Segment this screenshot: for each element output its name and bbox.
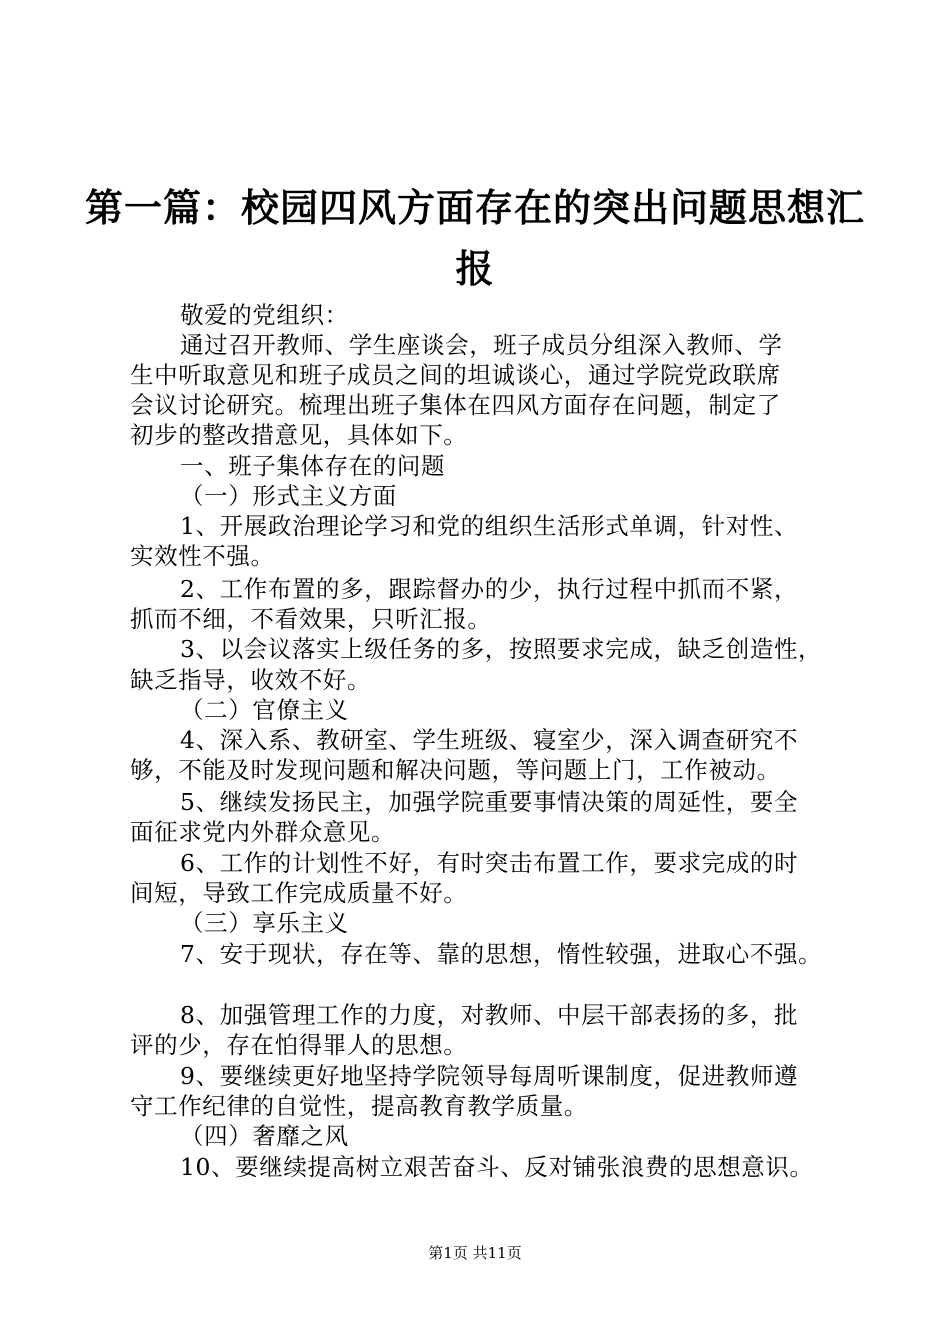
subsection-heading: （三）享乐主义 <box>180 909 349 937</box>
list-item: 4、深入系、教研室、学生班级、寝室少，深入调查研究不 <box>180 726 799 754</box>
list-item-continuation: 守工作纪律的自觉性，提高教育教学质量。 <box>130 1092 588 1120</box>
list-item-continuation: 间短，导致工作完成质量不好。 <box>130 879 468 907</box>
list-item: 2、工作布置的多，跟踪督办的少，执行过程中抓而不紧， <box>180 575 799 603</box>
section-heading: 一、班子集体存在的问题 <box>180 452 446 480</box>
list-item-continuation: 缺乏指导，收效不好。 <box>130 666 371 694</box>
list-item: 8、加强管理工作的力度，对教师、中层干部表扬的多，批 <box>180 1001 799 1029</box>
subsection-heading: （四）奢靡之风 <box>180 1122 349 1150</box>
list-item: 7、安于现状，存在等、靠的思想，惰性较强，进取心不强。 <box>180 940 823 968</box>
list-item: 3、以会议落实上级任务的多，按照要求完成，缺乏创造性， <box>180 635 823 663</box>
subsection-heading: （一）形式主义方面 <box>180 482 397 510</box>
list-item-continuation: 抓而不细，不看效果，只听汇报。 <box>130 605 492 633</box>
paragraph-line: 通过召开教师、学生座谈会，班子成员分组深入教师、学 <box>180 331 783 359</box>
salutation: 敬爱的党组织： <box>180 301 349 329</box>
page-footer: 第1页 共11页 <box>428 1244 522 1262</box>
list-item: 5、继续发扬民主，加强学院重要事情决策的周延性，要全 <box>180 788 799 816</box>
paragraph-line: 初步的整改措意见，具体如下。 <box>130 421 468 449</box>
list-item: 6、工作的计划性不好，有时突击布置工作，要求完成的时 <box>180 849 799 877</box>
document-title-line-2: 报 <box>455 246 495 291</box>
paragraph-line: 会议讨论研究。梳理出班子集体在四风方面存在问题，制定了 <box>130 391 781 419</box>
subsection-heading: （二）官僚主义 <box>180 696 349 724</box>
list-item: 9、要继续更好地坚持学院领导每周听课制度，促进教师遵 <box>180 1062 799 1090</box>
list-item-continuation: 评的少，存在怕得罪人的思想。 <box>130 1031 468 1059</box>
list-item-continuation: 面征求党内外群众意见。 <box>130 818 396 846</box>
list-item: 10、要继续提高树立艰苦奋斗、反对铺张浪费的思想意识。 <box>180 1153 814 1181</box>
list-item-continuation: 够，不能及时发现问题和解决问题，等问题上门，工作被动。 <box>130 756 781 784</box>
document-title-line-1: 第一篇：校园四风方面存在的突出问题思想汇 <box>84 185 865 230</box>
paragraph-line: 生中听取意见和班子成员之间的坦诚谈心，通过学院党政联席 <box>130 361 781 389</box>
list-item-continuation: 实效性不强。 <box>130 542 275 570</box>
list-item: 1、开展政治理论学习和党的组织生活形式单调，针对性、 <box>180 512 799 540</box>
